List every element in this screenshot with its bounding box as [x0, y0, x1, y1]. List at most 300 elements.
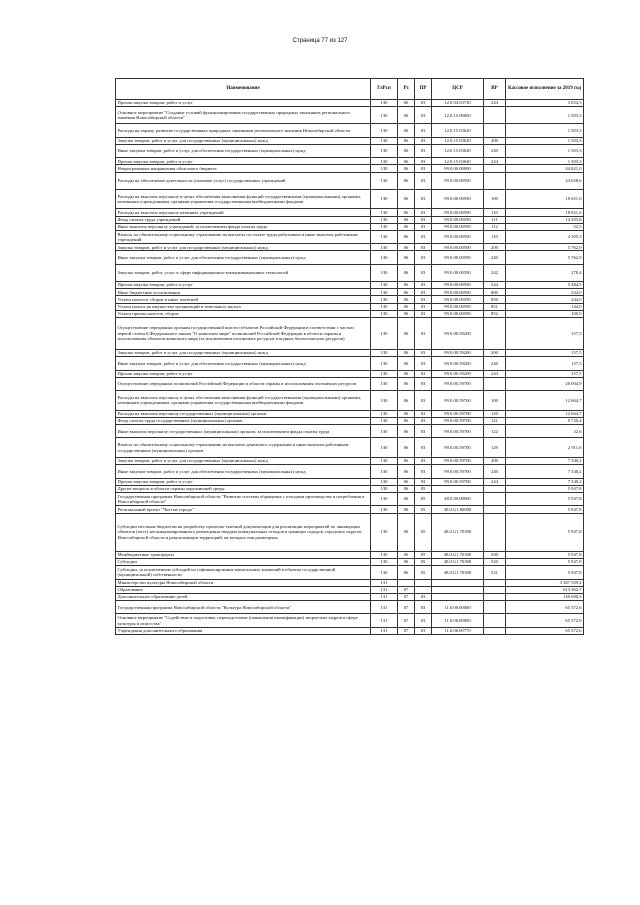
- row-glrsp: 130: [371, 158, 398, 165]
- row-pr: 05: [415, 566, 432, 579]
- row-rz: 06: [398, 209, 415, 216]
- row-pr: 05: [415, 485, 432, 492]
- row-rz: 06: [398, 189, 415, 209]
- row-rz: 06: [398, 172, 415, 189]
- row-amount: 144,0: [506, 303, 584, 310]
- row-pr: 03: [415, 349, 432, 356]
- row-glrsp: 131: [371, 601, 398, 614]
- row-csr: 99.0.00.59200: [432, 370, 484, 377]
- row-name: Основное мероприятие "Создание условий функционирования государственных природных заказников регионального значения Новосибирской области": [116, 107, 371, 124]
- row-pr: 05: [415, 513, 432, 551]
- table-row: [116, 391, 584, 411]
- row-amount: 14 293,8: [506, 216, 584, 223]
- row-name: Расходы на охрану, развитие государственных природных заказников регионального значения Новосибирской области: [116, 124, 371, 137]
- row-name: Фонд оплаты труда государственных (муниципальных) органов: [116, 417, 371, 424]
- row-vr: 244: [484, 370, 506, 377]
- row-rz: 06: [398, 417, 415, 424]
- row-glrsp: 131: [371, 586, 398, 593]
- row-amount: 4 305,3: [506, 230, 584, 243]
- row-name: Основное мероприятие "Содействие в подготовке, переподготовке (повышении квалификации) творческих кадров в сфере культуры и искусства": [116, 614, 371, 627]
- row-csr: 12.0.15.03620: [432, 144, 484, 157]
- row-pr: 03: [415, 230, 432, 243]
- row-glrsp: 130: [371, 230, 398, 243]
- row-rz: 06: [398, 551, 415, 558]
- row-name: Уплата налога на имущество организаций и земельного налога: [116, 303, 371, 310]
- row-rz: [398, 579, 415, 586]
- row-csr: [432, 593, 484, 600]
- row-rz: 06: [398, 478, 415, 485]
- row-amount: 7 340,2: [506, 478, 584, 485]
- table-row: [116, 158, 584, 165]
- row-vr: [484, 601, 506, 614]
- table-row: [116, 100, 584, 107]
- row-glrsp: 130: [371, 189, 398, 209]
- row-pr: 03: [415, 478, 432, 485]
- row-glrsp: 130: [371, 289, 398, 296]
- row-name: Уплата прочих налогов, сборов: [116, 310, 371, 317]
- header-vr: ВР: [484, 79, 506, 100]
- row-name: Субсидии: [116, 558, 371, 565]
- table-row: [116, 558, 584, 565]
- row-csr: 99.0.00.00590: [432, 244, 484, 251]
- table-row: [116, 438, 584, 458]
- row-amount: 244,0: [506, 296, 584, 303]
- row-csr: 11.0.06.00000: [432, 614, 484, 627]
- table-row: [116, 223, 584, 230]
- table-row: [116, 377, 584, 390]
- table-row: [116, 281, 584, 288]
- row-pr: 03: [415, 627, 432, 634]
- row-vr: 244: [484, 158, 506, 165]
- row-vr: 100: [484, 391, 506, 411]
- row-rz: 06: [398, 303, 415, 310]
- row-name: Иные закупки товаров, работ и услуг для обеспечения государственных (муниципальных) нужд: [116, 144, 371, 157]
- row-amount: 5 762,9: [506, 244, 584, 251]
- row-pr: 03: [415, 370, 432, 377]
- row-glrsp: 131: [371, 579, 398, 586]
- row-amount: 157,5: [506, 317, 584, 349]
- row-amount: 32,6: [506, 425, 584, 438]
- row-pr: 03: [415, 189, 432, 209]
- row-glrsp: 130: [371, 172, 398, 189]
- row-glrsp: 130: [371, 410, 398, 417]
- row-pr: 03: [415, 465, 432, 478]
- row-vr: [484, 107, 506, 124]
- row-name: Взносы по обязательному социальному страхованию на выплаты по оплате труда работников и иные выплаты работникам учреждений: [116, 230, 371, 243]
- header-amount: Кассовое исполнение за 2019 год: [506, 79, 584, 100]
- row-amount: 9 720,4: [506, 417, 584, 424]
- row-pr: 03: [415, 417, 432, 424]
- row-pr: 03: [415, 601, 432, 614]
- row-amount: 5 947,8: [506, 551, 584, 558]
- row-amount: 2 911,6: [506, 438, 584, 458]
- row-amount: 18 651,6: [506, 209, 584, 216]
- row-glrsp: 130: [371, 264, 398, 281]
- table-row: [116, 614, 584, 627]
- row-name: Закупка товаров, работ, услуг в сфере информационно-коммуникационных технологий: [116, 264, 371, 281]
- table-row: [116, 209, 584, 216]
- row-name: Расходы на выплаты персоналу казенных учреждений: [116, 209, 371, 216]
- table-row: [116, 349, 584, 356]
- row-amount: 1 503,3: [506, 158, 584, 165]
- row-rz: 06: [398, 317, 415, 349]
- row-rz: 06: [398, 251, 415, 264]
- row-glrsp: 130: [371, 391, 398, 411]
- row-name: Другие вопросы в области охраны окружающей среды: [116, 485, 371, 492]
- row-vr: [484, 593, 506, 600]
- row-glrsp: 130: [371, 513, 398, 551]
- budget-table: [115, 78, 584, 635]
- row-name: Прочая закупка товаров, работ и услуг: [116, 100, 371, 107]
- row-csr: 99.0.00.59700: [432, 377, 484, 390]
- row-csr: 99.0.00.59700: [432, 417, 484, 424]
- table-row: [116, 172, 584, 189]
- row-glrsp: 130: [371, 251, 398, 264]
- table-row: [116, 410, 584, 417]
- row-amount: 613 362,7: [506, 586, 584, 593]
- row-amount: 65 372,6: [506, 614, 584, 627]
- row-vr: [484, 627, 506, 634]
- row-glrsp: 130: [371, 209, 398, 216]
- row-csr: 99.0.00.59700: [432, 410, 484, 417]
- row-amount: 24 658,6: [506, 172, 584, 189]
- row-name: Уплата налогов, сборов и иных платежей: [116, 296, 371, 303]
- row-csr: 99.0.00.59700: [432, 391, 484, 411]
- row-rz: 06: [398, 107, 415, 124]
- row-pr: 03: [415, 296, 432, 303]
- table-row: [116, 264, 584, 281]
- row-csr: 11.0.06.00770: [432, 627, 484, 634]
- row-rz: 06: [398, 465, 415, 478]
- row-name: Прочая закупка товаров, работ и услуг: [116, 370, 371, 377]
- row-csr: [432, 579, 484, 586]
- row-name: Иные бюджетные ассигнования: [116, 289, 371, 296]
- row-csr: 99.0.00.00590: [432, 209, 484, 216]
- row-glrsp: 130: [371, 349, 398, 356]
- row-amount: 7 340,2: [506, 465, 584, 478]
- row-pr: 03: [415, 317, 432, 349]
- row-pr: 03: [415, 124, 432, 137]
- row-amount: 5 947,8: [506, 566, 584, 579]
- row-pr: 03: [415, 281, 432, 288]
- row-pr: 03: [415, 223, 432, 230]
- row-rz: 06: [398, 264, 415, 281]
- table-row: [116, 601, 584, 614]
- row-rz: 06: [398, 165, 415, 172]
- row-name: Образование: [116, 586, 371, 593]
- table-row: [116, 107, 584, 124]
- row-rz: 06: [398, 370, 415, 377]
- row-name: Расходы на выплаты персоналу государственных (муниципальных) органов: [116, 410, 371, 417]
- row-rz: 06: [398, 144, 415, 157]
- row-csr: 12.0.15.03620: [432, 124, 484, 137]
- row-csr: 99.0.00.59700: [432, 465, 484, 478]
- row-amount: 157,5: [506, 349, 584, 356]
- row-amount: 100,0: [506, 310, 584, 317]
- row-rz: 06: [398, 485, 415, 492]
- row-vr: 200: [484, 244, 506, 251]
- table-row: [116, 458, 584, 465]
- table-row: [116, 251, 584, 264]
- row-rz: 06: [398, 357, 415, 370]
- row-pr: 03: [415, 144, 432, 157]
- row-rz: 06: [398, 310, 415, 317]
- table-row: [116, 586, 584, 593]
- row-amount: 7 340,2: [506, 458, 584, 465]
- table-row: [116, 593, 584, 600]
- row-rz: 06: [398, 296, 415, 303]
- row-vr: 121: [484, 417, 506, 424]
- table-row: [116, 425, 584, 438]
- row-rz: 06: [398, 137, 415, 144]
- row-amount: 65 372,6: [506, 601, 584, 614]
- row-csr: 12.0.15.00000: [432, 107, 484, 124]
- row-glrsp: 130: [371, 317, 398, 349]
- row-glrsp: 130: [371, 370, 398, 377]
- row-name: Региональный проект "Чистые города": [116, 506, 371, 513]
- row-csr: 99.0.00.00590: [432, 251, 484, 264]
- row-amount: 244,0: [506, 289, 584, 296]
- row-csr: 48.0.G1.70300: [432, 566, 484, 579]
- row-name: Учреждения дополнительного образования: [116, 627, 371, 634]
- row-pr: 03: [415, 614, 432, 627]
- row-pr: 05: [415, 506, 432, 513]
- row-glrsp: 130: [371, 558, 398, 565]
- table-row: [116, 144, 584, 157]
- row-pr: 03: [415, 158, 432, 165]
- row-pr: 03: [415, 310, 432, 317]
- row-vr: 800: [484, 289, 506, 296]
- row-glrsp: 131: [371, 627, 398, 634]
- row-vr: 119: [484, 230, 506, 243]
- table-row: [116, 492, 584, 505]
- row-name: Закупка товаров, работ и услуг для государственных (муниципальных) нужд: [116, 458, 371, 465]
- row-amount: 5 947,8: [506, 492, 584, 505]
- row-csr: 99.0.00.00000: [432, 165, 484, 172]
- row-vr: 240: [484, 144, 506, 157]
- table-row: [116, 579, 584, 586]
- row-name: Закупка товаров, работ и услуг для государственных (муниципальных) нужд: [116, 137, 371, 144]
- row-rz: 06: [398, 100, 415, 107]
- row-vr: 112: [484, 223, 506, 230]
- row-pr: 05: [415, 492, 432, 505]
- row-amount: 1 503,3: [506, 144, 584, 157]
- row-name: Субсидии, за исключением субсидий на софинансирование капитальных вложений в объекты государственной (муниципальной) собственности: [116, 566, 371, 579]
- row-vr: 244: [484, 100, 506, 107]
- row-glrsp: 130: [371, 137, 398, 144]
- row-amount: 3 387 509,4: [506, 579, 584, 586]
- row-glrsp: 130: [371, 165, 398, 172]
- row-pr: 03: [415, 107, 432, 124]
- row-rz: 06: [398, 289, 415, 296]
- row-glrsp: 130: [371, 377, 398, 390]
- table-row: [116, 485, 584, 492]
- table-row: [116, 506, 584, 513]
- row-amount: 5 762,9: [506, 251, 584, 264]
- row-glrsp: 130: [371, 281, 398, 288]
- row-rz: 06: [398, 349, 415, 356]
- row-glrsp: 130: [371, 458, 398, 465]
- row-csr: 11.0.00.00000: [432, 601, 484, 614]
- row-rz: 06: [398, 438, 415, 458]
- row-glrsp: 130: [371, 144, 398, 157]
- row-vr: 500: [484, 551, 506, 558]
- row-pr: 03: [415, 391, 432, 411]
- row-csr: 99.0.00.00590: [432, 289, 484, 296]
- table-row: [116, 551, 584, 558]
- row-pr: 03: [415, 377, 432, 390]
- row-pr: 03: [415, 593, 432, 600]
- row-name: Прочая закупка товаров, работ и услуг: [116, 158, 371, 165]
- row-pr: 03: [415, 303, 432, 310]
- row-rz: 06: [398, 492, 415, 505]
- row-vr: 850: [484, 296, 506, 303]
- row-rz: 06: [398, 558, 415, 565]
- row-csr: 48.0.G1.70300: [432, 558, 484, 565]
- row-amount: 5 947,8: [506, 513, 584, 551]
- row-glrsp: 130: [371, 465, 398, 478]
- row-rz: 06: [398, 513, 415, 551]
- row-glrsp: 130: [371, 303, 398, 310]
- row-amount: 5 484,5: [506, 281, 584, 288]
- row-rz: 07: [398, 601, 415, 614]
- page-header: Страница 77 из 127: [292, 38, 348, 44]
- row-pr: 03: [415, 165, 432, 172]
- row-csr: [432, 485, 484, 492]
- row-csr: 99.0.00.00590: [432, 264, 484, 281]
- row-pr: 05: [415, 551, 432, 558]
- row-csr: 99.0.00.00590: [432, 230, 484, 243]
- table-row: [116, 478, 584, 485]
- row-vr: [484, 492, 506, 505]
- row-amount: 12 664,7: [506, 391, 584, 411]
- row-name: Иные закупки товаров, работ и услуг для обеспечения государственных (муниципальных) нужд: [116, 357, 371, 370]
- row-name: Расходы на обеспечение деятельности (оказание услуг) государственных учреждений: [116, 172, 371, 189]
- table-row: [116, 244, 584, 251]
- row-pr: [415, 586, 432, 593]
- table-row: [116, 566, 584, 579]
- table-row: [116, 124, 584, 137]
- row-vr: 120: [484, 410, 506, 417]
- row-csr: 99.0.00.00590: [432, 281, 484, 288]
- row-glrsp: 130: [371, 100, 398, 107]
- row-vr: 242: [484, 264, 506, 281]
- row-vr: 200: [484, 349, 506, 356]
- row-amount: 157,5: [506, 370, 584, 377]
- row-rz: 06: [398, 566, 415, 579]
- row-rz: 07: [398, 586, 415, 593]
- row-rz: 06: [398, 458, 415, 465]
- row-vr: [484, 579, 506, 586]
- row-pr: 05: [415, 558, 432, 565]
- row-name: Прочая закупка товаров, работ и услуг: [116, 478, 371, 485]
- header-pr: ПР: [415, 79, 432, 100]
- row-name: Субсидии местным бюджетам на разработку проектно-сметной документации для реализации мероприятий по ликвидации объектов (мест) несанкционированного размещения твердых коммунальных отходов в границах городов, городских округов Новосибирской области и рекультивации территорий, на которых они размещены: [116, 513, 371, 551]
- row-glrsp: 130: [371, 223, 398, 230]
- row-vr: [484, 377, 506, 390]
- row-amount: 44 821,0: [506, 165, 584, 172]
- row-vr: 521: [484, 566, 506, 579]
- row-name: Осуществление переданных органам государственной власти субъектов Российской Федерации в соответствии с частью первой статьи 6 Федерального закона "О животном мире" полномочий Российской Федерации в области охраны и использования объектов животного мира (за исключением охотничьих ресурсов и водных биологических ресурсов): [116, 317, 371, 349]
- table-row: [116, 230, 584, 243]
- row-csr: 48.0.G1.70300: [432, 513, 484, 551]
- row-vr: [484, 506, 506, 513]
- row-vr: [484, 614, 506, 627]
- row-vr: 240: [484, 465, 506, 478]
- row-pr: 03: [415, 216, 432, 223]
- row-glrsp: 130: [371, 478, 398, 485]
- row-vr: [484, 317, 506, 349]
- row-csr: [432, 586, 484, 593]
- row-amount: 12 664,7: [506, 410, 584, 417]
- row-vr: 520: [484, 558, 506, 565]
- table-row: [116, 513, 584, 551]
- row-name: Закупка товаров, работ и услуг для государственных (муниципальных) нужд: [116, 244, 371, 251]
- row-pr: 03: [415, 209, 432, 216]
- row-rz: 07: [398, 614, 415, 627]
- row-csr: 48.0.00.00000: [432, 492, 484, 505]
- row-vr: 100: [484, 189, 506, 209]
- row-name: Расходы на выплаты персоналу в целях обеспечения выполнения функций государственными (муниципальными) органами, казенными учреждениями, органами управления государственными внебюджетными фондами: [116, 391, 371, 411]
- row-vr: 200: [484, 458, 506, 465]
- row-glrsp: 130: [371, 492, 398, 505]
- table-row: [116, 296, 584, 303]
- row-name: Межбюджетные трансферты: [116, 551, 371, 558]
- row-csr: 99.0.00.59700: [432, 478, 484, 485]
- row-csr: 99.0.00.59200: [432, 349, 484, 356]
- row-rz: 06: [398, 223, 415, 230]
- row-name: Иные выплаты персоналу учреждений, за исключением фонда оплаты труда: [116, 223, 371, 230]
- row-name: Государственная программа Новосибирской области "Культура Новосибирской области": [116, 601, 371, 614]
- row-rz: 06: [398, 506, 415, 513]
- row-csr: 48.0.G1.00000: [432, 506, 484, 513]
- row-vr: [484, 124, 506, 137]
- row-glrsp: 130: [371, 124, 398, 137]
- row-rz: 06: [398, 124, 415, 137]
- row-amount: 18 651,6: [506, 189, 584, 209]
- row-name: Иные выплаты персоналу государственных (муниципальных) органов, за исключением фонда оплаты труда: [116, 425, 371, 438]
- row-csr: 99.0.00.00590: [432, 296, 484, 303]
- row-pr: 03: [415, 251, 432, 264]
- row-rz: 06: [398, 425, 415, 438]
- table-row: [116, 317, 584, 349]
- row-vr: [484, 485, 506, 492]
- row-rz: 06: [398, 391, 415, 411]
- row-rz: 06: [398, 230, 415, 243]
- row-vr: 244: [484, 281, 506, 288]
- row-amount: 52,5: [506, 223, 584, 230]
- row-amount: 3 654,3: [506, 100, 584, 107]
- row-name: Осуществление переданных полномочий Российской Федерации в области охраны и использования охотничьих ресурсов: [116, 377, 371, 390]
- row-amount: 5 947,8: [506, 506, 584, 513]
- table-row: [116, 357, 584, 370]
- row-vr: 851: [484, 303, 506, 310]
- row-glrsp: 130: [371, 310, 398, 317]
- row-rz: 06: [398, 244, 415, 251]
- row-pr: 03: [415, 458, 432, 465]
- row-amount: 5 947,8: [506, 558, 584, 565]
- row-pr: 03: [415, 357, 432, 370]
- row-vr: [484, 513, 506, 551]
- row-vr: [484, 172, 506, 189]
- row-pr: 03: [415, 410, 432, 417]
- table-row: [116, 465, 584, 478]
- row-glrsp: 130: [371, 566, 398, 579]
- row-csr: 12.0.15.03620: [432, 137, 484, 144]
- row-name: Иные закупки товаров, работ и услуг для обеспечения государственных (муниципальных) нужд: [116, 251, 371, 264]
- row-vr: [484, 586, 506, 593]
- row-glrsp: 130: [371, 551, 398, 558]
